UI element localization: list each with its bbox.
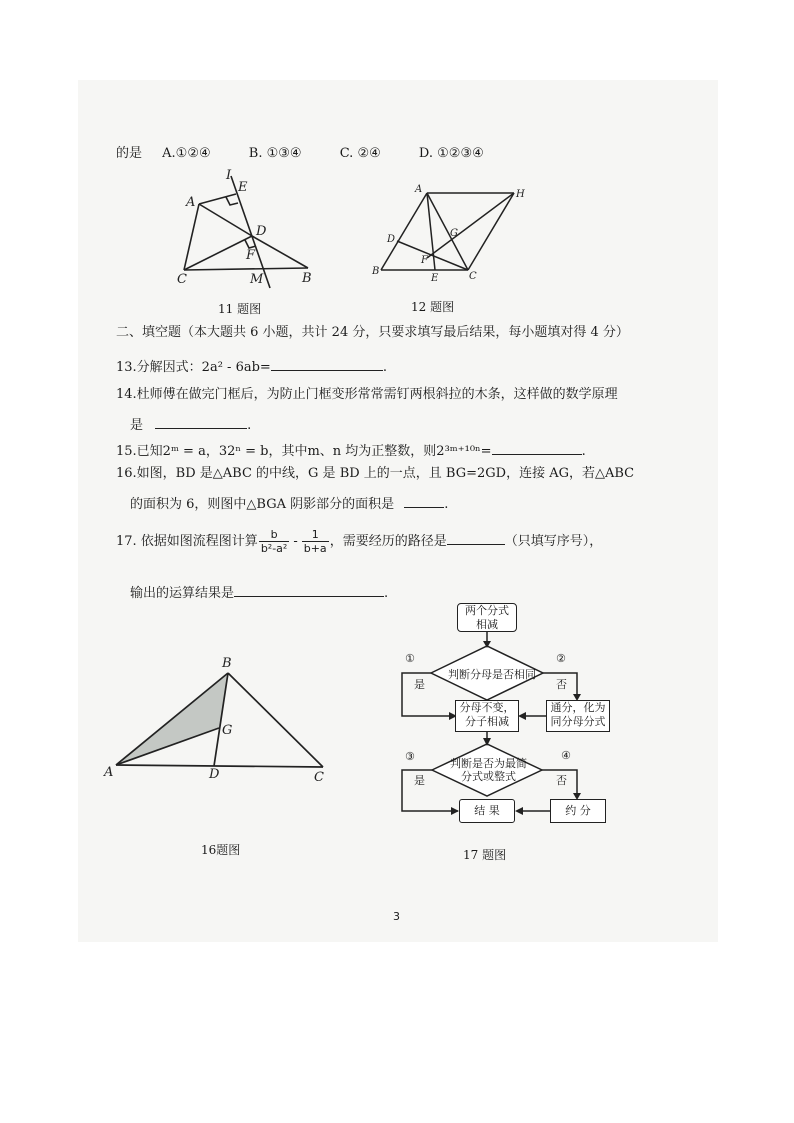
q14-answer-blank[interactable] <box>155 414 247 429</box>
fc-yes-1: 是 <box>414 678 425 691</box>
fc-no-2: 否 <box>556 774 567 787</box>
question-17-line2: 输出的运算结果是 . <box>130 582 388 603</box>
fig16-label-d: D <box>209 767 220 782</box>
fc-start-box: 两个分式 相减 <box>457 603 517 632</box>
fig11-label-m: M <box>250 272 264 287</box>
fig11-label-b: B <box>302 271 312 286</box>
fig12-label-a: A <box>415 184 423 195</box>
option-d: D. ①②③④ <box>418 146 484 161</box>
fc-no-1: 否 <box>556 678 567 691</box>
fig16-label-a: A <box>104 765 114 780</box>
fig16-label-c: C <box>314 770 324 785</box>
q10-prefix: 的是 <box>116 146 143 161</box>
fig11-label-i: I <box>226 168 232 183</box>
fc-step-2: ② <box>556 652 566 665</box>
fig17-caption: 17 题图 <box>463 848 507 862</box>
question-16-line2: 的面积为 6，则图中△BGA 阴影部分的面积是 . <box>130 493 448 514</box>
fig16-label-g: G <box>222 723 233 738</box>
option-a: A.①②④ <box>162 146 211 161</box>
q13-text: 13.分解因式：2a² - 6ab= <box>116 360 271 375</box>
fc-box-subtract: 分母不变， 分子相减 <box>455 700 519 732</box>
fc-step-3: ③ <box>405 750 415 763</box>
fig11-label-c: C <box>177 272 187 287</box>
fig12-edge-hc <box>468 193 514 270</box>
option-b: B. ①③④ <box>248 146 302 161</box>
fig11-caption: 11 题图 <box>218 302 262 316</box>
q17-path-blank[interactable] <box>447 530 505 545</box>
fig12-edge-fh <box>427 193 514 258</box>
fig16-caption: 16题图 <box>201 843 241 857</box>
fig11-edge-cd <box>184 236 252 270</box>
fig11-edge-db <box>252 236 308 268</box>
fig11-edge-ad <box>199 204 252 236</box>
fig12-label-f: F <box>421 255 428 266</box>
q15-text: 15.已知2ᵐ = a，32ⁿ = b，其中m、n 均为正整数，则2³ᵐ⁺¹⁰ⁿ= <box>116 444 492 459</box>
question-14-line2: 是 . <box>130 414 251 435</box>
q17-result-blank[interactable] <box>234 582 384 597</box>
fc-step-4: ④ <box>561 749 571 762</box>
question-13: 13.分解因式：2a² - 6ab= . <box>116 356 387 377</box>
q17-fraction-1: $\frac{b}{\text{b²-a²}}$ <box>260 528 288 555</box>
fig12-label-c: C <box>469 271 477 282</box>
fc-box-common-denominator: 通分，化为 同分母分式 <box>546 700 610 732</box>
page-number: 3 <box>393 910 400 923</box>
fig11-edge-ca <box>184 204 199 270</box>
fc-reduce-box: 约 分 <box>550 799 606 823</box>
fig11-right-angle-e <box>226 197 238 205</box>
fc-step-1: ① <box>405 652 415 665</box>
fig11-label-a: A <box>186 195 196 210</box>
fig12-caption: 12 题图 <box>411 300 455 314</box>
q13-answer-blank[interactable] <box>271 356 383 371</box>
fig12-label-b: B <box>372 266 380 277</box>
fig16-label-b: B <box>222 656 232 671</box>
fig12-label-e: E <box>431 273 439 284</box>
fc-result-box: 结 果 <box>459 799 515 823</box>
fig11-label-e: E <box>238 180 248 195</box>
option-c: C. ②④ <box>339 146 381 161</box>
question-14-line1: 14.杜师傅在做完门框后，为防止门框变形常常需钉两根斜拉的木条，这样做的数学原理 <box>116 387 618 402</box>
fig11-label-d: D <box>256 224 267 239</box>
q17-fraction-2: $\frac{1}{b+a}$ <box>303 528 327 555</box>
fig12-label-g: G <box>450 228 458 239</box>
fig12-label-d: D <box>387 234 396 245</box>
q16-answer-blank[interactable] <box>404 493 444 508</box>
fig16-edge-bc <box>228 673 323 767</box>
fig11-label-f: F <box>246 248 256 263</box>
question-15: 15.已知2ᵐ = a，32ⁿ = b，其中m、n 均为正整数，则2³ᵐ⁺¹⁰ⁿ= . <box>116 440 586 461</box>
fc-decision-2-label: 判断是否为最简 分式或整式 <box>450 757 527 783</box>
question-16-line1: 16.如图，BD 是△ABC 的中线，G 是 BD 上的一点，且 BG=2GD，连接 AG，若△ABC <box>116 466 635 481</box>
fc-yes-2: 是 <box>414 774 425 787</box>
q15-answer-blank[interactable] <box>492 440 582 455</box>
fc-decision-1-label: 判断分母是否相同 <box>448 668 536 681</box>
fig12-label-h: H <box>516 189 525 200</box>
fig11-edge-ae <box>199 194 236 204</box>
section-2-heading: 二、填空题（本大题共 6 小题，共计 24 分，只要求填写最后结果，每小题填对得 4 分） <box>116 325 629 340</box>
question-17-line1: 17. 依据如图流程图计算 $\frac{b}{\text{b²-a²}}$ - $\frac{1}{b+a}$ ，需要经历的路径是 （只填写序号）， <box>116 528 603 555</box>
fig16-edge-ac <box>116 765 323 767</box>
fig11-edge-cb <box>184 268 308 270</box>
